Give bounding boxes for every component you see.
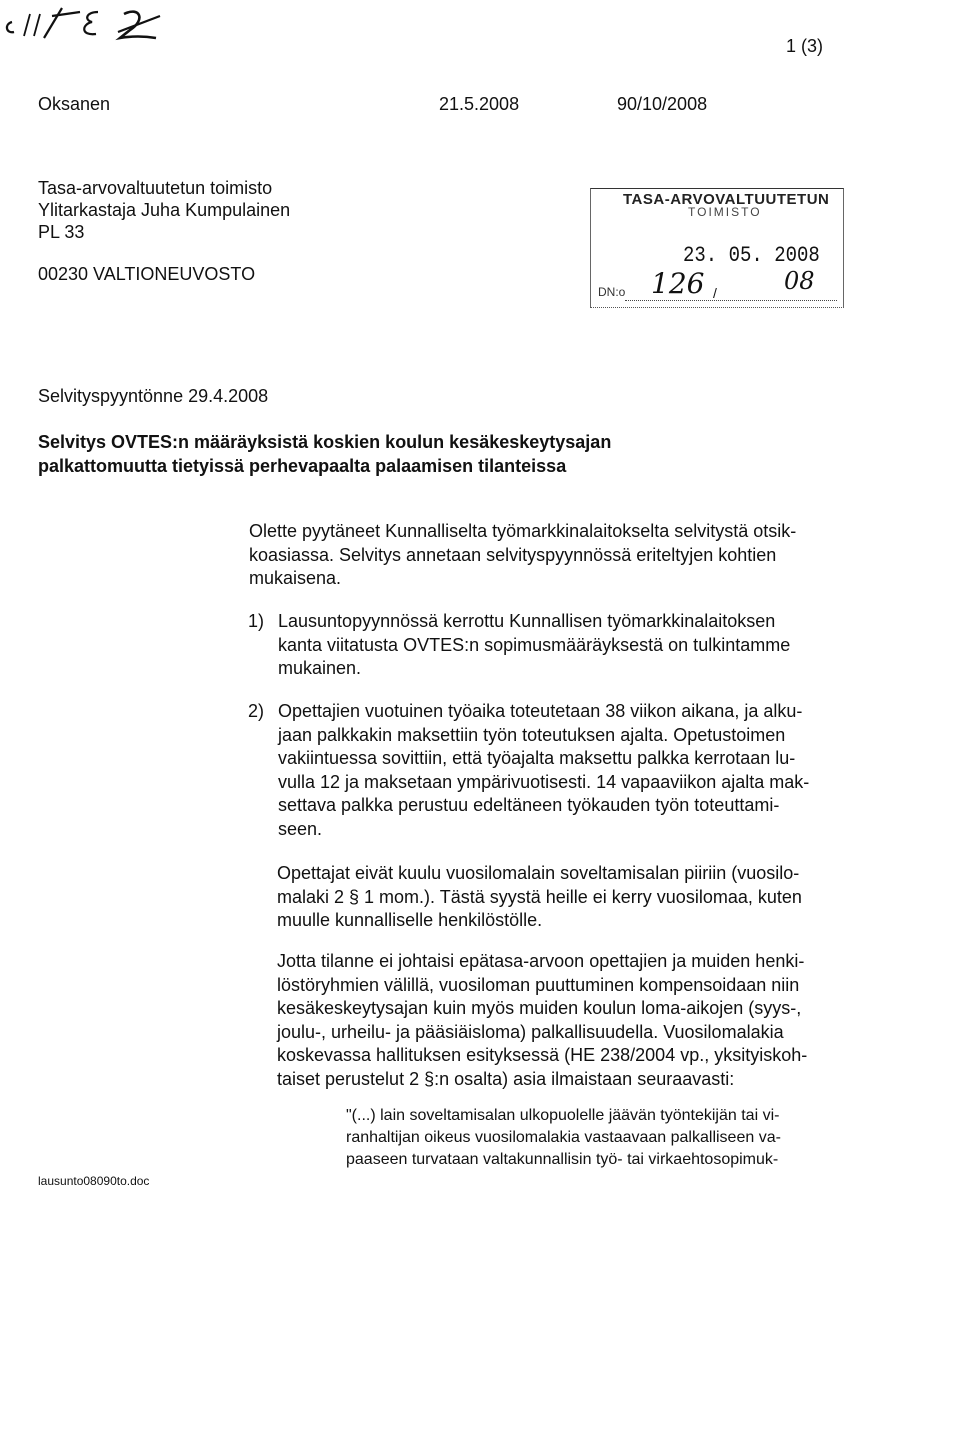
document-date: 21.5.2008 <box>439 94 520 114</box>
stamp-dn-line <box>625 300 837 301</box>
quote-line: ranhaltijan oikeus vuosilomalakia vastaavaan palkalliseen va- <box>346 1129 781 1146</box>
stamp-dn-label: DN:o <box>598 285 626 299</box>
recipient-line: Tasa-arvovaltuutetun toimisto <box>38 178 273 198</box>
stamp-date: 23. 05. 2008 <box>683 242 820 268</box>
item-number: 2) <box>248 701 265 721</box>
subject-line: Selvitys OVTES:n määräyksistä koskien koulun kesäkeskeytysajan <box>38 432 612 452</box>
recipient-address <box>38 177 290 285</box>
list-item <box>248 610 790 681</box>
sender-name: Oksanen <box>38 94 111 114</box>
paragraph-line: vakiintuessa sovittiin, että työajalta maksettu palkka kerrotaan lu- <box>278 748 796 768</box>
paragraph-line: mukaisena. <box>249 568 342 588</box>
intro-paragraph <box>249 520 796 591</box>
stamp-dn-year: 08 <box>784 267 815 295</box>
equality-paragraph <box>277 950 807 1091</box>
paragraph-line: seen. <box>278 818 323 839</box>
paragraph-line: kesäkeskeytysajan kuin myös muiden koulun loma-aikojen (syys-, <box>277 998 802 1018</box>
paragraph-line: malaki 2 § 1 mom.). Tästä syystä heille ei kerry vuosilomaa, kuten <box>277 886 802 907</box>
paragraph-line: muulle kunnalliselle henkilöstölle. <box>277 910 543 930</box>
subject-line: palkattomuutta tietyissä perhevapaalta palaamisen tilanteissa <box>38 456 567 476</box>
quote-line: paaseen turvataan valtakunnallisin työ- tai virkaehtosopimuk- <box>346 1151 779 1168</box>
page-number: 1 (3) <box>786 36 824 56</box>
handwritten-annotation <box>0 2 175 50</box>
paragraph-line: taiset perustelut 2 §:n osalta) asia ilmaistaan seuraavasti: <box>277 1068 735 1089</box>
recipient-line: Ylitarkastaja Juha Kumpulainen <box>38 200 291 220</box>
subject-heading <box>38 430 611 478</box>
paragraph-line: Olette pyytäneet Kunnalliselta työmarkkinalaitokselta selvitystä otsik- <box>249 521 797 541</box>
paragraph-line: Lausuntopyynnössä kerrottu Kunnallisen työmarkkinalaitoksen <box>278 611 776 631</box>
stamp-dn-number: 126 <box>651 267 705 300</box>
holidays-paragraph <box>277 862 802 933</box>
stamp-title: TASA-ARVOVALTUUTETUN <box>623 191 830 208</box>
list-item <box>248 700 809 841</box>
paragraph-line: koskevassa hallituksen esityksessä (HE 238/2004 vp., yksityiskoh- <box>277 1045 808 1065</box>
stamp-subtitle: TOIMISTO <box>688 205 762 219</box>
paragraph-line: settava palkka perustuu edeltäneen työkauden työn toteuttami- <box>278 795 780 815</box>
paragraph-line: mukainen. <box>278 658 362 678</box>
paragraph-line: vulla 12 ja maksetaan ympärivuotisesti. 14 vapaaviikon ajalta mak- <box>278 771 810 792</box>
paragraph-line: Jotta tilanne ei johtaisi epätasa-arvoon opettajien ja muiden henki- <box>277 951 805 971</box>
paragraph-line: jaan palkkakin maksettiin työn toteutuksen ajalta. Opetustoimen <box>278 724 786 745</box>
recipient-line: PL 33 <box>38 222 85 242</box>
item-number: 1) <box>248 611 265 631</box>
paragraph-line: joulu-, urheilu- ja pääsiäisloma) palkallisuudella. Vuosilomalakia <box>277 1021 784 1042</box>
paragraph-line: kanta viitatusta OVTES:n sopimusmääräyksestä on tulkintamme <box>278 634 791 655</box>
item-text <box>278 610 790 681</box>
footer-filename: lausunto08090to.doc <box>38 1174 150 1188</box>
reference-number: 90/10/2008 <box>617 94 708 114</box>
recipient-postal: 00230 VALTIONEUVOSTO <box>38 264 256 284</box>
paragraph-line: löstöryhmien välillä, vuosiloman puuttuminen kompensoidaan niin <box>277 974 800 995</box>
received-stamp <box>590 188 844 308</box>
stamp-dn-separator: / <box>713 285 717 301</box>
item-text <box>278 700 809 841</box>
request-reference: Selvityspyyntönne 29.4.2008 <box>38 386 269 406</box>
quoted-passage <box>346 1105 781 1171</box>
paragraph-line: Opettajat eivät kuulu vuosilomalain soveltamisalan piiriin (vuosilo- <box>277 863 800 883</box>
paragraph-line: koasiassa. Selvitys annetaan selvityspyynnössä eriteltyjen kohtien <box>249 544 777 565</box>
quote-line: "(...) lain soveltamisalan ulkopuolelle jäävän työntekijän tai vi- <box>346 1107 780 1124</box>
paragraph-line: Opettajien vuotuinen työaika toteutetaan 38 viikon aikana, ja alku- <box>278 701 803 721</box>
